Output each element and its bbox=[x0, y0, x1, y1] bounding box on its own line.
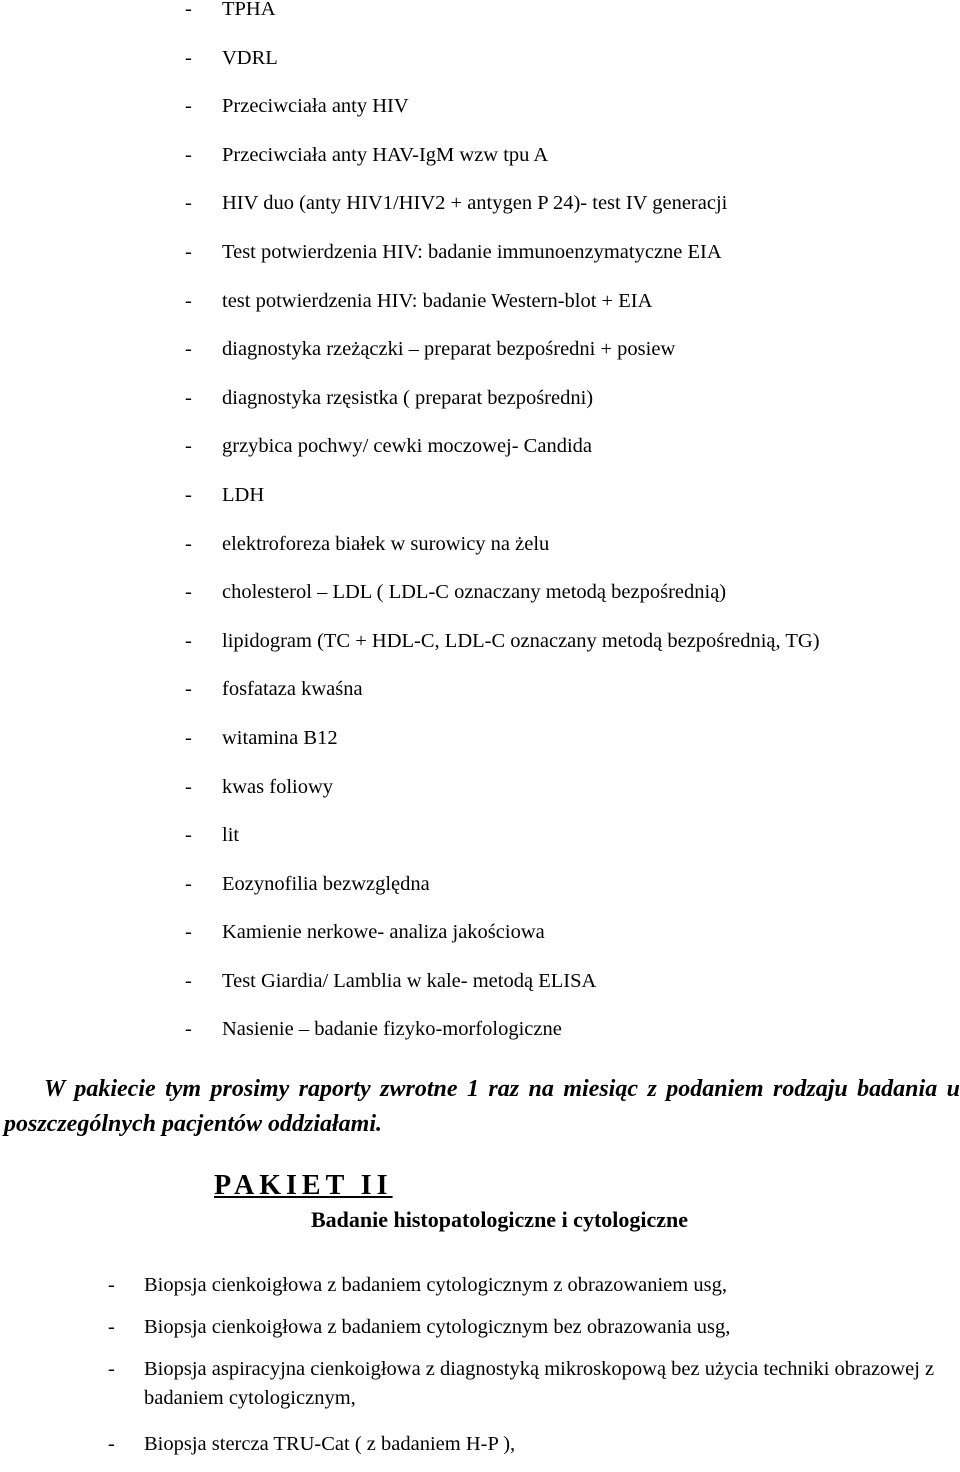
list-item bbox=[0, 1271, 960, 1300]
list-item-text: elektroforeza białek w surowicy na żelu bbox=[222, 532, 550, 555]
list-item-text: Biopsja cienkoigłowa z badaniem cytologicznym bez obrazowania usg, bbox=[144, 1316, 731, 1338]
list-item-text: lipidogram (TC + HDL-C, LDL-C oznaczany metodą bezpośrednią, TG) bbox=[222, 629, 820, 652]
list-item bbox=[0, 763, 960, 812]
pakiet-subtitle: Badanie histopatologiczne i cytologiczne bbox=[311, 1207, 689, 1232]
list-item bbox=[0, 1430, 960, 1459]
list-item-text: Przeciwciała anty HAV-IgM wzw tpu A bbox=[222, 143, 549, 166]
list-item-text: kwas foliowy bbox=[222, 775, 334, 798]
list-dash: - bbox=[185, 0, 192, 20]
list-item bbox=[0, 1355, 960, 1413]
list-dash: - bbox=[185, 192, 192, 215]
list-item-text: Biopsja stercza TRU-Cat ( z badaniem H-P ), bbox=[144, 1433, 516, 1455]
list-item bbox=[0, 1313, 960, 1342]
list-dash: - bbox=[185, 386, 192, 409]
list-item bbox=[0, 34, 960, 83]
list-item bbox=[0, 82, 960, 131]
list-item bbox=[0, 860, 960, 909]
list-dash: - bbox=[185, 532, 192, 555]
list-dash: - bbox=[185, 969, 192, 992]
list-item-text: diagnostyka rzeżączki – preparat bezpośredni + posiew bbox=[222, 338, 676, 361]
list-item-text: VDRL bbox=[222, 46, 278, 69]
list-item-text: Przeciwciała anty HIV bbox=[222, 95, 409, 118]
list-item bbox=[0, 471, 960, 520]
list-item-text: HIV duo (anty HIV1/HIV2 + antygen P 24)- test IV generacji bbox=[222, 192, 728, 215]
list-item bbox=[0, 520, 960, 569]
list-item-text: grzybica pochwy/ cewki moczowej- Candida bbox=[222, 435, 593, 458]
list-item-text: diagnostyka rzęsistka ( preparat bezpośredni) bbox=[222, 386, 594, 409]
list-item-text: LDH bbox=[222, 483, 265, 506]
list-item bbox=[0, 665, 960, 714]
list-item-text: Nasienie – badanie fizyko-morfologiczne bbox=[222, 1018, 562, 1041]
list-item bbox=[0, 179, 960, 228]
list-item-text: TPHA bbox=[222, 0, 276, 20]
list-item bbox=[0, 568, 960, 617]
pakiet-items-list bbox=[0, 1271, 960, 1472]
list-item-text: lit bbox=[222, 824, 240, 847]
list-dash: - bbox=[185, 921, 192, 944]
list-dash: - bbox=[108, 1316, 115, 1338]
list-item-text: Biopsja cienkoigłowa z badaniem cytologicznym z obrazowaniem usg, bbox=[144, 1274, 727, 1296]
list-item-text: Test Giardia/ Lamblia w kale- metodą ELISA bbox=[222, 969, 597, 992]
list-dash: - bbox=[185, 678, 192, 701]
report-note: W pakiecie tym prosimy raporty zwrotne 1 raz na miesiąc z podaniem rodzaju badania u poszczególnych pacjentów oddziałami. bbox=[4, 1076, 960, 1137]
list-dash: - bbox=[185, 95, 192, 118]
list-item bbox=[0, 908, 960, 957]
list-dash: - bbox=[185, 581, 192, 604]
list-dash: - bbox=[185, 483, 192, 506]
list-item bbox=[0, 131, 960, 180]
list-item bbox=[0, 228, 960, 277]
list-item-text: Eozynofilia bezwzględna bbox=[222, 872, 430, 895]
list-item bbox=[0, 325, 960, 374]
list-item-text: witamina B12 bbox=[222, 726, 338, 749]
list-dash: - bbox=[108, 1274, 115, 1296]
list-item bbox=[0, 0, 960, 34]
list-item bbox=[0, 374, 960, 423]
list-dash: - bbox=[185, 872, 192, 895]
list-item bbox=[0, 811, 960, 860]
list-dash: - bbox=[185, 1018, 192, 1041]
list-dash: - bbox=[185, 726, 192, 749]
list-dash: - bbox=[185, 143, 192, 166]
list-item bbox=[0, 1005, 960, 1054]
list-item bbox=[0, 617, 960, 666]
list-item-text: fosfataza kwaśna bbox=[222, 678, 363, 701]
list-item-text: cholesterol – LDL ( LDL-C oznaczany metodą bezpośrednią) bbox=[222, 581, 727, 604]
list-dash: - bbox=[185, 824, 192, 847]
list-dash: - bbox=[185, 435, 192, 458]
pakiet-title: PAKIET II bbox=[214, 1170, 393, 1201]
list-item-text: Biopsja aspiracyjna cienkoigłowa z diagnostyką mikroskopową bez użycia techniki obrazowej z badaniem cytologicznym, bbox=[144, 1358, 935, 1409]
list-dash: - bbox=[108, 1358, 115, 1380]
list-dash: - bbox=[108, 1433, 115, 1455]
list-item bbox=[0, 957, 960, 1006]
list-item bbox=[0, 422, 960, 471]
list-dash: - bbox=[185, 240, 192, 263]
list-dash: - bbox=[185, 338, 192, 361]
list-item-text: Test potwierdzenia HIV: badanie immunoenzymatyczne EIA bbox=[222, 240, 722, 263]
list-dash: - bbox=[185, 775, 192, 798]
list-item-text: test potwierdzenia HIV: badanie Western-blot + EIA bbox=[222, 289, 653, 312]
list-dash: - bbox=[185, 289, 192, 312]
list-dash: - bbox=[185, 46, 192, 69]
list-item bbox=[0, 277, 960, 326]
list-dash: - bbox=[185, 629, 192, 652]
list-item bbox=[0, 714, 960, 763]
list-item-text: Kamienie nerkowe- analiza jakościowa bbox=[222, 921, 545, 944]
